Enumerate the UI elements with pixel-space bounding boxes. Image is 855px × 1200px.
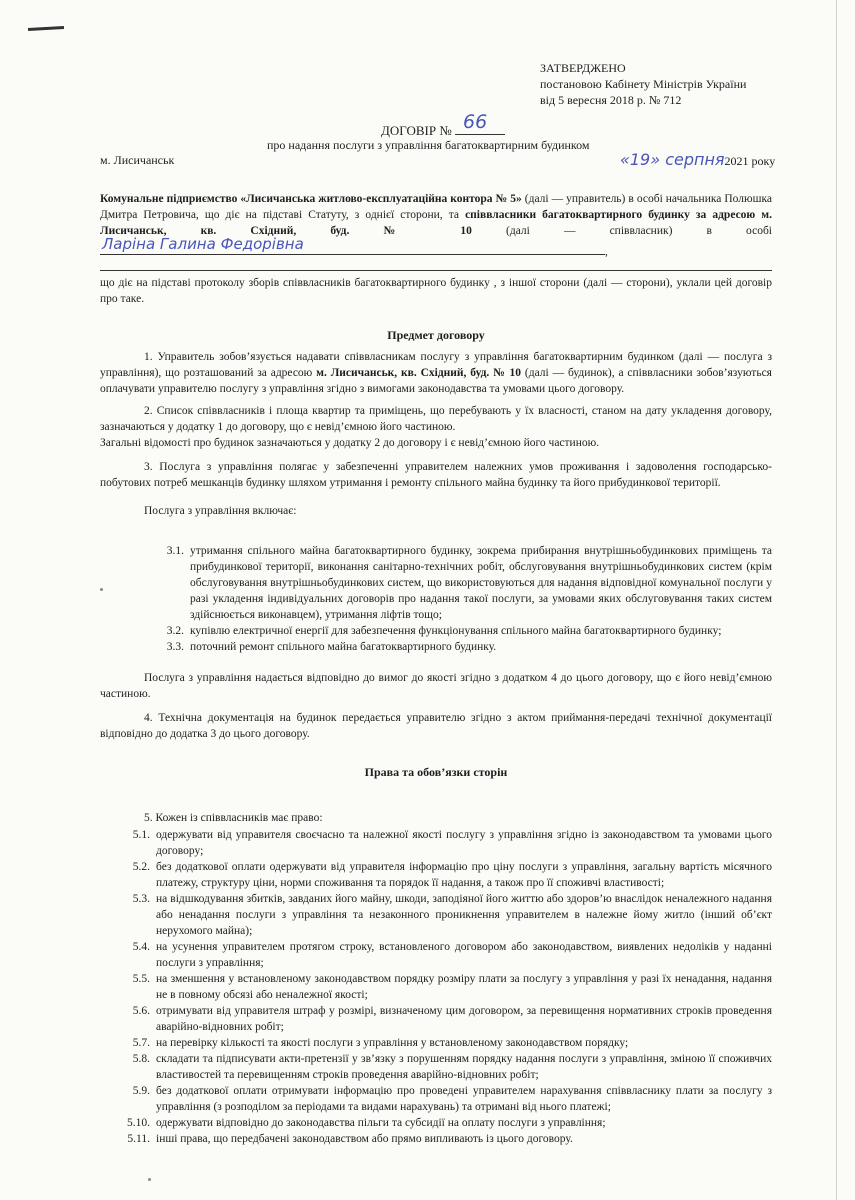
scan-mark [28,26,64,31]
item-text: купівлю електричної енергії для забезпечення функціонування спільного майна багатоквартирного будинку; [190,625,722,637]
list-item [100,1083,772,1115]
item-text: на відшкодування збитків, завданих його майну, шкоди, заподіяної його життю або здоров’ю внаслідок неналежного надання або ненадання послуги з управління та незаконного проникнення управителем в належне йому житло (інший об’єкт нерухомого майна); [156,893,772,937]
clause-5: 5. Кожен із співвласників має право: [144,812,323,824]
contract-number-field [455,111,505,135]
item-number: 5.10. [127,1117,150,1129]
owner-name-field [100,235,605,255]
clause-4: 4. Технічна документація на будинок передається управителю згідно з актом приймання-передачі технічної документації відповідно до додатка 3 до цього договору. [100,712,772,740]
approval-block [540,60,746,108]
contract-subtitle: про надання послуги з управління багатоквартирним будинком [267,138,590,152]
item-text: одержувати відповідно до законодавства пільги та субсидії на оплату послуги з управління; [156,1117,606,1129]
rights-list [100,827,772,1147]
page-edge [836,0,837,1200]
item-number: 3.1. [166,545,184,557]
item-text: без додаткової оплати отримувати інформацію про проведені управителем нарахування співвласнику плати за послугу з управління (з розподілом за періодами та видами нарахувань) та отримані від нього платежі; [156,1085,772,1113]
intro-text: що діє на підставі протоколу зборів співвласників багатоквартирного будинку , з іншої сторони (далі — сторони), уклали цей договір про таке. [100,277,772,305]
scan-dust [148,1178,151,1181]
item-number: 3.2. [166,625,184,637]
item-number: 5.1. [132,829,150,841]
item-number: 5.11. [127,1133,150,1145]
item-number: 5.9. [132,1085,150,1097]
contract-number-handwritten: 66 [462,111,488,133]
list-item [100,639,772,655]
item-text: отримувати від управителя штраф у розмірі, визначеному цим договором, за перевищення нормативних строків проведення аварійно-відновних робіт; [156,1005,772,1033]
item-number: 5.7. [132,1037,150,1049]
date-handwritten: «19» серпня [620,150,725,169]
blank-line [100,260,772,271]
quality-clause: Послуга з управління надається відповідно до вимог до якості згідно з додатком 4 до цього договору, що є його невід’ємною частиною. [100,672,772,700]
list-item [100,1003,772,1035]
clause-2: 2. Список співвласників і площа квартир та приміщень, що перебувають у їх власності, станом на дату укладення договору, зазначаються у додатку 1 до договору, що є невід’ємною його частиною. [100,405,772,433]
owners-address: співвласники багатоквартирного будинку за адресою м. Лисичанськ, кв. Східний, буд. № 10 [100,209,772,237]
clause-1: 1. Управитель зобов’язується надавати співвласникам послугу з управління багатоквартирним будинком (далі — послуга з управління), що розташований за адресою [100,351,772,379]
list-item [100,971,772,1003]
approval-line: постановою Кабінету Міністрів України [540,77,747,91]
list-item [100,939,772,971]
approval-line: від 5 вересня 2018 р. № 712 [540,93,682,107]
list-item [100,1131,772,1147]
clause-1-cont: (далі — будинок), а співвласники зобов’язуються оплачувати управителю послугу з управління згідно з вимогами законодавства та умовами цього договору. [100,367,772,395]
item-text: без додаткової оплати одержувати від управителя інформацію про ціну послуги з управління, загальну вартість місячного платежу, структуру ціни, норми споживання та порядок її надання, а також про її споживчі властивості; [156,861,772,889]
section-title-subject: Предмет договору [387,328,485,342]
includes-label: Послуга з управління включає: [144,505,297,517]
item-number: 5.5. [132,973,150,985]
item-number: 5.2. [132,861,150,873]
item-text: інші права, що передбачені законодавством або прямо випливають із цього договору. [156,1133,573,1145]
contract-title-label: ДОГОВІР № [381,123,452,138]
item-number: 5.3. [132,893,150,905]
list-item [100,1035,772,1051]
item-number: 5.6. [132,1005,150,1017]
list-item [100,543,772,623]
section-subject [100,349,772,519]
section-title-rights: Права та обов’язки сторін [364,765,508,779]
list-item [100,1115,772,1131]
contract-date [620,150,775,169]
clause-5-intro [100,810,772,826]
item-text: складати та підписувати акти-претензії у зв’язку з порушенням порядку надання послуги з управління, зміною її споживчих властивостей та перевищенням строків проведення аварійно-відновних робіт; [156,1053,772,1081]
intro-text: (далі — співвласник) в особі [471,225,772,237]
item-text: поточний ремонт спільного майна багатоквартирного будинку. [190,641,497,653]
item-text: на усунення управителем протягом строку, встановленого договором або законодавством, виявлених недоліків у наданні послуги з управління; [156,941,772,969]
item-number: 3.3. [166,641,184,653]
item-text: на перевірку кількості та якості послуги з управління у встановленому законодавством порядку; [156,1037,629,1049]
item-number: 5.4. [132,941,150,953]
building-address: м. Лисичанськ, кв. Східний, буд. № 10 [316,367,522,379]
intro-text: (далі — управитель) в особі начальника Полюшка Дмитра Петровича, що діє на підставі Статуту, з однієї сторони, та [100,193,772,221]
list-item [100,891,772,939]
item-text: утримання спільного майна багатоквартирного будинку, зокрема прибирання внутрішньобудинкових приміщень та прибудинкової території, виконання санітарно-технічних робіт, обслуговування внутрішньобудинкових систем (крім обслуговування внутрішньобудинкових систем, що використовуються для надання відповідної комунальної послуги у разі укладення індивідуальних договорів про надання такої послуги, за умовами яких обслуговування таких систем здійснюється виконавцем), утримання ліфтів тощо; [190,545,772,621]
item-number: 5.8. [132,1053,150,1065]
section-subject-end [100,670,772,742]
contract-title [381,111,505,139]
contract-place: м. Лисичанськ [100,153,175,167]
list-item [100,623,772,639]
service-list [100,543,772,655]
list-item [100,859,772,891]
manager-name: Комунальне підприємство «Лисичанська житлово-експлуатаційна контора № 5» [100,193,522,205]
approval-title: ЗАТВЕРДЖЕНО [540,61,626,75]
date-year: 2021 року [724,154,776,168]
list-item [100,827,772,859]
item-text: одержувати від управителя своєчасно та належної якості послугу з управління згідно із законодавством та умовами цього договору; [156,829,772,857]
item-text: на зменшення у встановленому законодавством порядку розміру плати за послугу з управління у разі їх ненадання, надання не в повному обсязі або неналежної якості; [156,973,772,1001]
list-item [100,1051,772,1083]
clause-2-note: Загальні відомості про будинок зазначаються у додатку 2 до договору і є невід’ємною його частиною. [100,437,600,449]
owner-name-handwritten: Ларіна Галина Федорівна [102,235,304,253]
clause-3: 3. Послуга з управління полягає у забезпеченні управителем належних умов проживання і задоволення господарсько-побутових потреб мешканців будинку шляхом утримання і ремонту спільного майна будинку та його прибудинкової території. [100,461,772,489]
intro-paragraph: Комунальне підприємство «Лисичанська житлово-експлуатаційна контора № 5» (далі — управитель) в особі начальника Полюшка Дмитра Петровича, що діє на підставі Статуту, з однієї сторони, та співвласники багатоквартирного будинку за адресою м. Лисичанськ, кв. Східний, буд. № 10 (далі — співвласник) в особі Ларіна Галина Федорівна , що діє на підставі протоколу зборів співвласників багатоквартирного будинку , з іншої сторони (далі — сторони), уклали цей договір про таке. [100,193,772,305]
